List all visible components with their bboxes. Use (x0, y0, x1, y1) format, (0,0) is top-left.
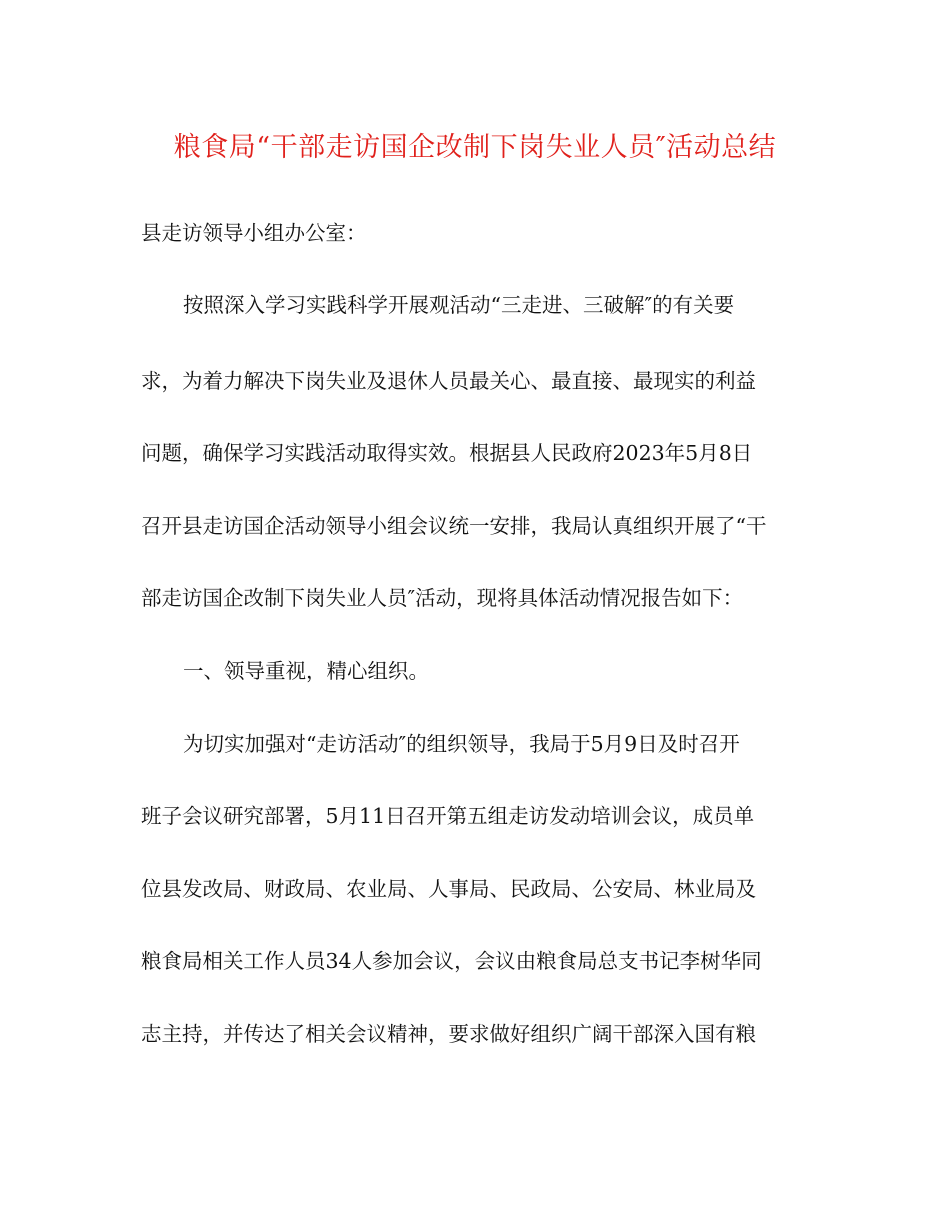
paragraph-line: 为切实加强对“走访活动″的组织领导，我局于5月9日及时召开 (183, 732, 740, 756)
paragraph-line: 召开县走访国企活动领导小组会议统一安排，我局认真组织开展了“干 (141, 514, 767, 538)
section-heading: 一、领导重视，精心组织。 (183, 659, 429, 683)
paragraph-line: 志主持，并传达了相关会议精神，要求做好组织广阔干部深入国有粮 (141, 1022, 756, 1046)
document-title: 粮食局“干部走访国企改制下岗失业人员″活动总结 (173, 132, 777, 163)
paragraph-line: 问题，确保学习实践活动取得实效。根据县人民政府2023年5月8日 (141, 441, 753, 465)
paragraph-line: 按照深入学习实践科学开展观活动“三走进、三破解″的有关要 (183, 293, 735, 317)
paragraph-line: 位县发改局、财政局、农业局、人事局、民政局、公安局、林业局及 (141, 877, 756, 901)
paragraph-line: 部走访国企改制下岗失业人员″活动，现将具体活动情况报告如下： (141, 586, 744, 610)
paragraph-line: 班子会议研究部署，5月11日召开第五组走访发动培训会议，成员单 (141, 804, 755, 828)
salutation: 县走访领导小组办公室： (141, 221, 367, 245)
paragraph-line: 求，为着力解决下岗失业及退休人员最关心、最直接、最现实的利益 (141, 369, 756, 393)
paragraph-line: 粮食局相关工作人员34人参加会议，会议由粮食局总支书记李树华同 (141, 949, 762, 973)
